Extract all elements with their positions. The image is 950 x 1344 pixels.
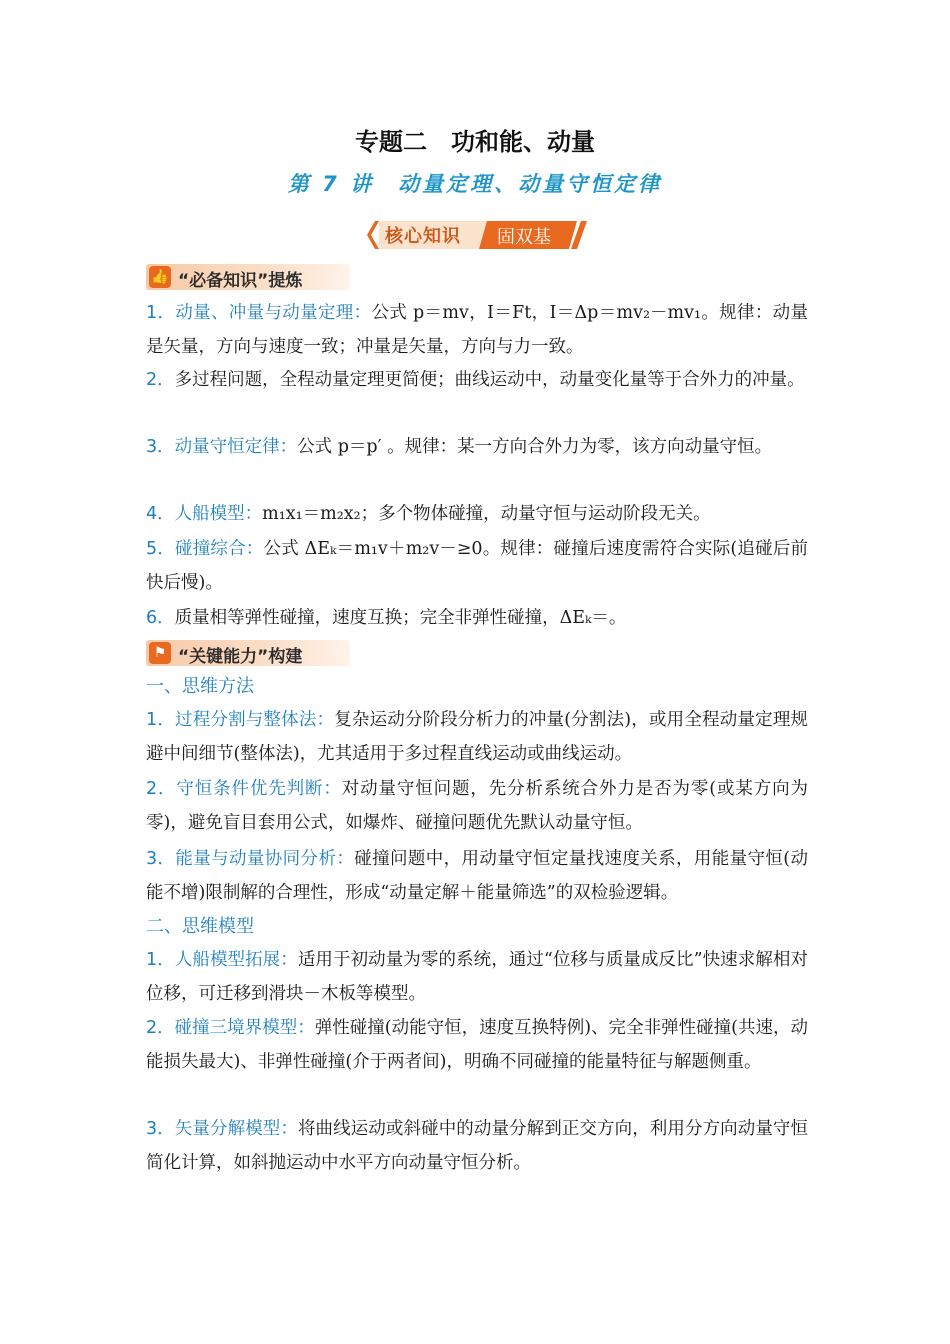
banner-left-text: 核心知识	[385, 226, 461, 247]
list-item: 2．碰撞三境界模型：弹性碰撞(动能守恒，速度互换特例)、完全非弹性碰撞(共速，动能损失最大)、非弹性碰撞(介于两者间)，明确不同碰撞的能量特征与解题侧重。	[146, 1018, 808, 1072]
list-item: 3．动量守恒定律：公式 p＝p′ 。规律：某一方向合外力为零，该方向动量守恒。	[146, 437, 773, 457]
thumbs-up-icon: 👍	[149, 266, 171, 288]
list-item: 4．人船模型：m₁x₁＝m₂x₂；多个物体碰撞，动量守恒与运动阶段无关。	[146, 504, 711, 524]
list-item: 1．过程分割与整体法：复杂运动分阶段分析力的冲量(分割法)，或用全程动量定理规避中间细节(整体法)，尤其适用于多过程直线运动或曲线运动。	[146, 710, 809, 764]
page-title: 专题二 功和能、动量	[355, 128, 595, 156]
list-item: 3．能量与动量协同分析：碰撞问题中，用动量守恒定量找速度关系，用能量守恒(动能不增)限制解的合理性，形成“动量定解＋能量筛选”的双检验逻辑。	[146, 849, 809, 903]
subsection-title: 二、思维模型	[146, 916, 254, 937]
list-item: 2．守恒条件优先判断：对动量守恒问题，先分析系统合外力是否为零(或某方向为零)，避免盲目套用公式，如爆炸、碰撞问题优先默认动量守恒。	[146, 779, 809, 833]
section-label: “关键能力”构建	[178, 647, 303, 667]
core-knowledge-banner	[355, 217, 595, 253]
list-item: 2．多过程问题，全程动量定理更简便；曲线运动中，动量变化量等于合外力的冲量。	[146, 370, 805, 390]
list-item: 3．矢量分解模型：将曲线运动或斜碰中的动量分解到正交方向，利用分方向动量守恒简化计算，如斜抛运动中水平方向动量守恒分析。	[146, 1119, 809, 1173]
list-item: 5．碰撞综合：公式 ΔEₖ＝m₁v＋m₂v－≥0。规律：碰撞后速度需符合实际(追碰后前快后慢)。	[146, 539, 808, 593]
banner-right-text: 固双基	[497, 227, 551, 248]
section-label: “必备知识”提炼	[178, 271, 303, 291]
lecture-title: 第 7 讲 动量定理、动量守恒定律	[287, 172, 663, 196]
hierarchy-icon: ⚑	[149, 642, 171, 664]
list-item: 1．动量、冲量与动量定理：公式 p＝mv，I＝Ft，I＝Δp＝mv₂－mv₁。规律：动量是矢量，方向与速度一致；冲量是矢量，方向与力一致。	[146, 303, 809, 357]
list-item: 1．人船模型拓展：适用于初动量为零的系统，通过“位移与质量成反比”快速求解相对位移，可迁移到滑块－木板等模型。	[146, 950, 808, 1004]
subsection-title: 一、思维方法	[146, 676, 254, 697]
list-item: 6．质量相等弹性碰撞，速度互换；完全非弹性碰撞，ΔEₖ＝。	[146, 608, 627, 628]
